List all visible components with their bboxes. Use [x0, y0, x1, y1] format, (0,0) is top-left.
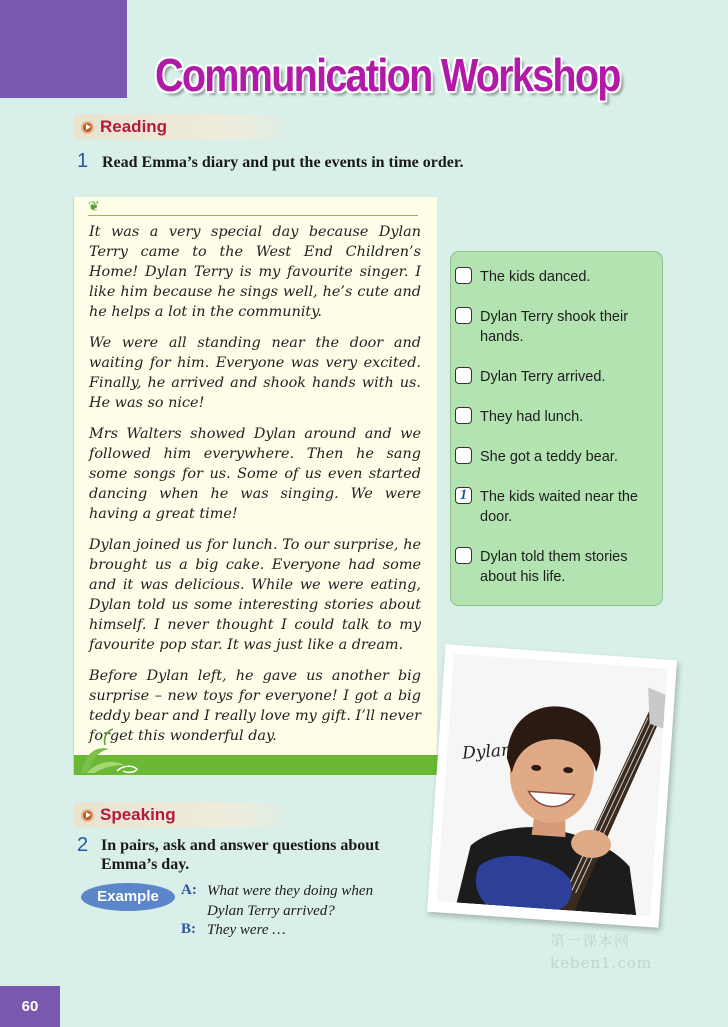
- page-title: Communication Workshop: [155, 49, 620, 101]
- event-text: Dylan Terry shook their hands.: [480, 309, 629, 345]
- diary-paragraph: Before Dylan left, he gave us another big surprise – new toys for everyone! I got a big teddy bear and I really love my gift. I’ll never forget this wonderful day.: [89, 668, 421, 744]
- exercise-2-number: 2: [77, 834, 89, 856]
- event-text: The kids waited near the door.: [480, 489, 638, 525]
- event-item: [455, 487, 660, 527]
- guitarist-illustration: [437, 654, 668, 916]
- event-item: [455, 547, 660, 587]
- diary-card: [73, 197, 437, 775]
- event-text: They had lunch.: [480, 409, 584, 425]
- event-item: [455, 367, 660, 387]
- play-bullet-icon: [81, 809, 94, 822]
- event-checkbox[interactable]: [455, 407, 472, 424]
- event-item: [455, 307, 660, 347]
- watermark-line-1: 第一课本网: [550, 932, 631, 950]
- diary-text: [89, 222, 421, 757]
- diary-divider: [88, 215, 418, 216]
- event-text: Dylan Terry arrived.: [480, 369, 606, 385]
- play-bullet-icon: [81, 121, 94, 134]
- corner-block: [0, 0, 127, 98]
- example-line-a: What were they doing when Dylan Terry arrived?: [207, 883, 374, 919]
- photo-signature: Dylan: [461, 740, 513, 764]
- dylan-photo: [427, 644, 677, 928]
- exercise-2-instruction: In pairs, ask and answer questions about Emma’s day.: [101, 837, 380, 873]
- example-line-b: They were …: [207, 922, 286, 938]
- events-box: [450, 251, 663, 606]
- event-checkbox[interactable]: [455, 447, 472, 464]
- event-checkbox[interactable]: [455, 307, 472, 324]
- leaf-icon: ❦: [88, 199, 100, 215]
- exercise-1-instruction: Read Emma’s diary and put the events in time order.: [102, 154, 464, 171]
- page-number: 60: [0, 986, 60, 1027]
- event-item: [455, 267, 660, 287]
- speaking-label: Speaking: [100, 805, 176, 824]
- event-checkbox[interactable]: [455, 367, 472, 384]
- diary-paragraph: Mrs Walters showed Dylan around and we followed him everywhere. Then he sang some songs for us. Some of us even started dancing when he was singing. We were having a great time!: [89, 426, 421, 522]
- speaker-a-label: A:: [181, 882, 197, 898]
- event-text: The kids danced.: [480, 269, 591, 285]
- event-checkbox[interactable]: [455, 267, 472, 284]
- event-checkbox[interactable]: 1: [455, 487, 472, 504]
- example-badge: Example: [81, 883, 175, 911]
- watermark: [550, 930, 652, 974]
- event-checkbox[interactable]: [455, 547, 472, 564]
- event-text: She got a teddy bear.: [480, 449, 618, 465]
- speaker-b-label: B:: [181, 921, 196, 937]
- event-item: [455, 447, 660, 467]
- photo-image: [437, 654, 668, 916]
- exercise-1-number: 1: [77, 150, 89, 172]
- watermark-line-2: keben1.com: [550, 954, 653, 972]
- reading-label: Reading: [100, 117, 168, 136]
- reading-section-tab: [74, 114, 286, 140]
- diary-paragraph: Dylan joined us for lunch. To our surprise, he brought us a big cake. Everyone had some and it was delicious. While we were eating, Dylan told us some interesting stories about himself. I never thought I could talk to my favourite pop star. It was just like a dream.: [89, 537, 421, 653]
- event-text: Dylan told them stories about his life.: [480, 549, 628, 585]
- leaf-swirl-icon: [77, 715, 147, 775]
- diary-paragraph: It was a very special day because Dylan Terry came to the West End Children’s Home! Dylan Terry is my favourite singer. I like him because he sings well, he’s cute and he helps a lot in the community.: [89, 224, 421, 320]
- diary-paragraph: We were all standing near the door and waiting for him. Everyone was very excited. Finally, he arrived and shook hands with us. He was so nice!: [89, 335, 421, 411]
- event-item: [455, 407, 660, 427]
- speaking-section-tab: [74, 802, 286, 828]
